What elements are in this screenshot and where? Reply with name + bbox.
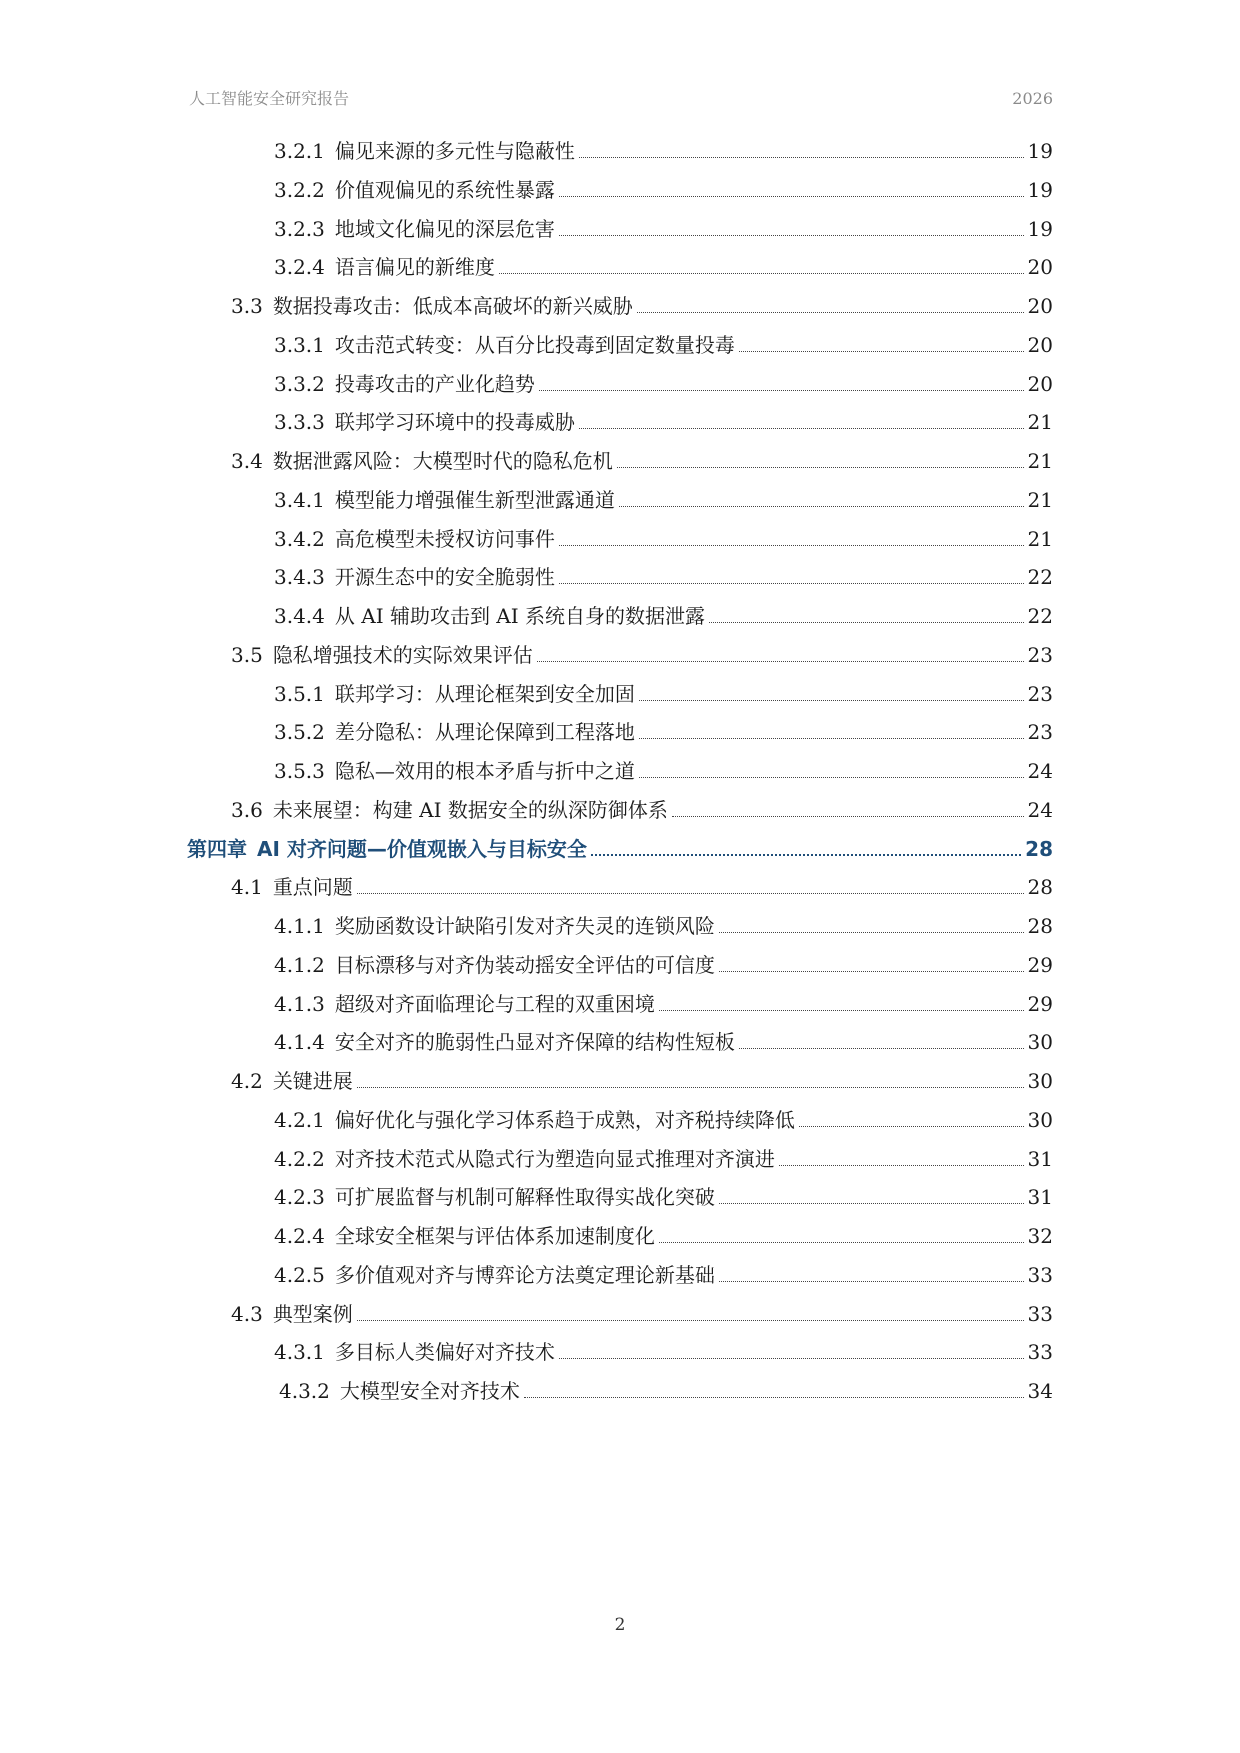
dot-leader [739,1048,1024,1049]
toc-entry[interactable] [231,870,1053,900]
toc-entry-number: 3.4 [231,449,263,473]
toc-entry-title: 关键进展 [272,1069,353,1093]
toc-entry-page: 19 [1027,139,1053,163]
dot-leader [639,777,1024,778]
toc-entry-title: 奖励函数设计缺陷引发对齐失灵的连锁风险 [334,914,715,938]
toc-entry-title: 安全对齐的脆弱性凸显对齐保障的结构性短板 [334,1030,735,1055]
toc-entry-title: 差分隐私：从理论保障到工程落地 [334,720,635,745]
toc-entry-page: 22 [1027,565,1053,590]
toc-entry-title: 隐私增强技术的实际效果评估 [272,642,533,667]
dot-leader [559,196,1024,197]
toc-entry-number: 3.5.3 [274,759,325,783]
toc-entry[interactable] [231,444,1053,474]
toc-entry-number: 3.3.2 [274,371,325,396]
toc-entry-number: 4.1.4 [274,1030,325,1055]
dot-leader [659,1010,1024,1011]
toc-entry-title: 隐私—效用的根本矛盾与折中之道 [334,759,635,783]
toc-entry-page: 31 [1027,1146,1053,1171]
toc-entry-title: 未来展望：构建 AI 数据安全的纵深防御体系 [272,797,668,822]
dot-leader [591,854,1021,856]
toc-entry[interactable] [274,677,1053,707]
toc-entry-page: 28 [1027,914,1053,938]
toc-entry-page: 28 [1025,836,1053,861]
toc-entry-number: 4.2 [231,1069,263,1093]
toc-entry-page: 23 [1027,681,1053,706]
toc-entry[interactable] [274,948,1053,978]
toc-entry-title: 对齐技术范式从隐式行为塑造向显式推理对齐演进 [334,1146,775,1171]
dot-leader [559,235,1024,236]
toc-entry-title: 数据泄露风险：大模型时代的隐私危机 [272,449,613,473]
toc-entry-page: 30 [1027,1107,1053,1132]
toc-entry-page: 19 [1027,177,1053,202]
toc-entry-number: 4.2.3 [274,1185,325,1210]
toc-entry-title: 超级对齐面临理论与工程的双重困境 [334,991,655,1016]
toc-entry-title: 全球安全框架与评估体系加速制度化 [334,1224,655,1248]
dot-leader [357,893,1024,894]
toc-entry-number: 4.3.2 [279,1379,330,1403]
toc-entry-number: 4.1.3 [274,991,325,1016]
dot-leader [719,971,1024,972]
toc-entry[interactable] [274,328,1053,358]
dot-leader [659,1242,1024,1243]
toc-entry-number: 4.1.2 [274,952,325,977]
toc-entry[interactable] [274,134,1053,164]
dot-leader [799,1126,1024,1127]
toc-entry-number: 4.1.1 [274,914,325,938]
dot-leader [719,932,1024,933]
dot-leader [639,738,1024,739]
dot-leader [559,545,1024,546]
toc-entry-page: 21 [1027,449,1053,473]
dot-leader [524,1397,1024,1398]
toc-entry[interactable] [274,405,1053,435]
toc-entry-title: 投毒攻击的产业化趋势 [334,371,535,396]
toc-entry-number: 4.1 [231,875,263,900]
toc-entry[interactable] [274,1103,1053,1133]
toc-entry[interactable] [274,1258,1053,1288]
toc-entry-number: 4.2.4 [274,1224,325,1248]
toc-entry[interactable] [274,909,1053,939]
toc-entry-number: 4.2.2 [274,1146,325,1171]
toc-entry[interactable] [274,483,1053,513]
toc-entry-number: 3.4.3 [274,565,325,590]
toc-entry[interactable] [274,212,1053,242]
dot-leader [617,467,1024,468]
dot-leader [357,1087,1024,1088]
toc-entry-number: 3.2.4 [274,255,325,280]
toc-entry-number: 第四章 [187,836,247,861]
toc-entry-number: 3.5.1 [274,681,325,706]
dot-leader [537,661,1024,662]
dot-leader [779,1165,1024,1166]
toc-entry[interactable] [274,367,1053,397]
dot-leader [357,1320,1024,1321]
toc-entry-title: 重点问题 [272,875,353,900]
toc-entry-page: 32 [1027,1224,1053,1248]
toc-entry-page: 23 [1027,642,1053,667]
toc-entry[interactable] [231,1297,1053,1327]
toc-entry-page: 20 [1027,255,1053,280]
toc-entry-title: 目标漂移与对齐伪装动摇安全评估的可信度 [334,952,715,977]
toc-entry[interactable] [274,754,1053,784]
toc-entry-number: 3.5.2 [274,720,325,745]
toc-entry-page: 22 [1027,604,1053,628]
toc-entry[interactable] [274,987,1053,1017]
toc-entry-page: 29 [1027,991,1053,1016]
toc-entry-title: 偏好优化与强化学习体系趋于成熟，对齐税持续降低 [334,1107,795,1132]
toc-entry[interactable] [231,289,1053,319]
dot-leader [499,273,1024,274]
page-number: 2 [614,1615,626,1635]
toc-entry[interactable] [279,1374,1053,1404]
toc-entry-title: 偏见来源的多元性与隐蔽性 [334,139,575,163]
toc-entry-title: 模型能力增强催生新型泄露通道 [334,487,615,512]
dot-leader [637,312,1024,313]
dot-leader [559,1358,1024,1359]
toc-entry-title: 高危模型未授权访问事件 [334,526,555,551]
toc-entry[interactable] [274,522,1053,552]
dot-leader [719,1281,1024,1282]
toc-entry-number: 3.4.2 [274,526,325,551]
toc-entry-title: 攻击范式转变：从百分比投毒到固定数量投毒 [334,332,735,357]
toc-entry-title: 多价值观对齐与博弈论方法奠定理论新基础 [334,1262,715,1287]
toc-entry-number: 3.4.1 [274,487,325,512]
toc-entry-page: 30 [1027,1030,1053,1055]
dot-leader [579,428,1024,429]
toc-entry-title: 可扩展监督与机制可解释性取得实战化突破 [334,1185,715,1210]
toc-entry-page: 20 [1027,332,1053,357]
dot-leader [619,506,1024,507]
toc-entry-number: 3.3.3 [274,410,325,435]
toc-entry[interactable] [274,173,1053,203]
toc-chapter-entry[interactable] [187,832,1053,862]
dot-leader [739,351,1024,352]
toc-entry-page: 28 [1027,875,1053,900]
toc-entry-number: 4.2.1 [274,1107,325,1132]
toc-entry-number: 3.6 [231,797,263,822]
toc-entry-number: 3.3.1 [274,332,325,357]
toc-entry-number: 3.2.1 [274,139,325,163]
toc-entry-page: 19 [1027,216,1053,241]
toc-entry-page: 20 [1027,371,1053,396]
toc-entry[interactable] [274,599,1053,629]
dot-leader [559,583,1024,584]
toc-entry-title: 价值观偏见的系统性暴露 [334,177,555,202]
toc-entry[interactable] [274,1335,1053,1365]
dot-leader [639,700,1024,701]
toc-entry-page: 30 [1027,1069,1053,1093]
toc-entry-title: 开源生态中的安全脆弱性 [334,565,555,590]
dot-leader [579,157,1024,158]
dot-leader [539,390,1024,391]
toc-entry[interactable] [231,793,1053,823]
toc-entry-title: 联邦学习环境中的投毒威胁 [334,410,575,435]
toc-entry[interactable] [231,638,1053,668]
running-header-title: 人工智能安全研究报告 [189,89,350,108]
toc-entry-page: 24 [1027,797,1053,822]
toc-entry-title: 大模型安全对齐技术 [339,1379,520,1403]
toc-entry-title: 联邦学习：从理论框架到安全加固 [334,681,635,706]
toc-entry-page: 33 [1027,1340,1053,1365]
toc-entry-page: 21 [1027,410,1053,435]
toc-entry-title: 典型案例 [272,1301,353,1326]
toc-entry-title: 从 AI 辅助攻击到 AI 系统自身的数据泄露 [334,604,706,628]
toc-entry-page: 20 [1027,294,1053,318]
toc-entry-number: 3.2.2 [274,177,325,202]
toc-entry-title: AI 对齐问题—价值观嵌入与目标安全 [257,836,587,861]
toc-entry[interactable] [274,1219,1053,1249]
dot-leader [719,1203,1024,1204]
toc-entry-page: 24 [1027,759,1053,783]
toc-entry-page: 33 [1027,1301,1053,1326]
toc-entry-title: 多目标人类偏好对齐技术 [334,1340,555,1365]
toc-entry[interactable] [274,715,1053,745]
toc-entry-number: 3.3 [231,294,263,318]
toc-entry-title: 语言偏见的新维度 [334,255,495,280]
toc-entry-page: 34 [1027,1379,1053,1403]
toc-entry-number: 3.2.3 [274,216,325,241]
toc-entry[interactable] [274,560,1053,590]
toc-entry-title: 地域文化偏见的深层危害 [334,216,555,241]
toc-entry-number: 4.3 [231,1301,263,1326]
toc-entry-number: 3.5 [231,642,263,667]
dot-leader [672,816,1024,817]
toc-entry-number: 4.2.5 [274,1262,325,1287]
toc-entry-page: 29 [1027,952,1053,977]
toc-entry-page: 23 [1027,720,1053,745]
toc-entry-page: 31 [1027,1185,1053,1210]
toc-entry[interactable] [274,250,1053,280]
toc-entry-title: 数据投毒攻击：低成本高破坏的新兴威胁 [272,294,633,318]
toc-entry-page: 33 [1027,1262,1053,1287]
toc-entry-number: 4.3.1 [274,1340,325,1365]
toc-entry[interactable] [274,1180,1053,1210]
toc-entry-page: 21 [1027,526,1053,551]
toc-entry[interactable] [231,1064,1053,1094]
toc-entry-number: 3.4.4 [274,604,325,628]
toc-entry[interactable] [274,1025,1053,1055]
running-header-year: 2026 [1012,89,1053,108]
toc-entry[interactable] [274,1142,1053,1172]
toc-entry-page: 21 [1027,487,1053,512]
dot-leader [709,622,1024,623]
